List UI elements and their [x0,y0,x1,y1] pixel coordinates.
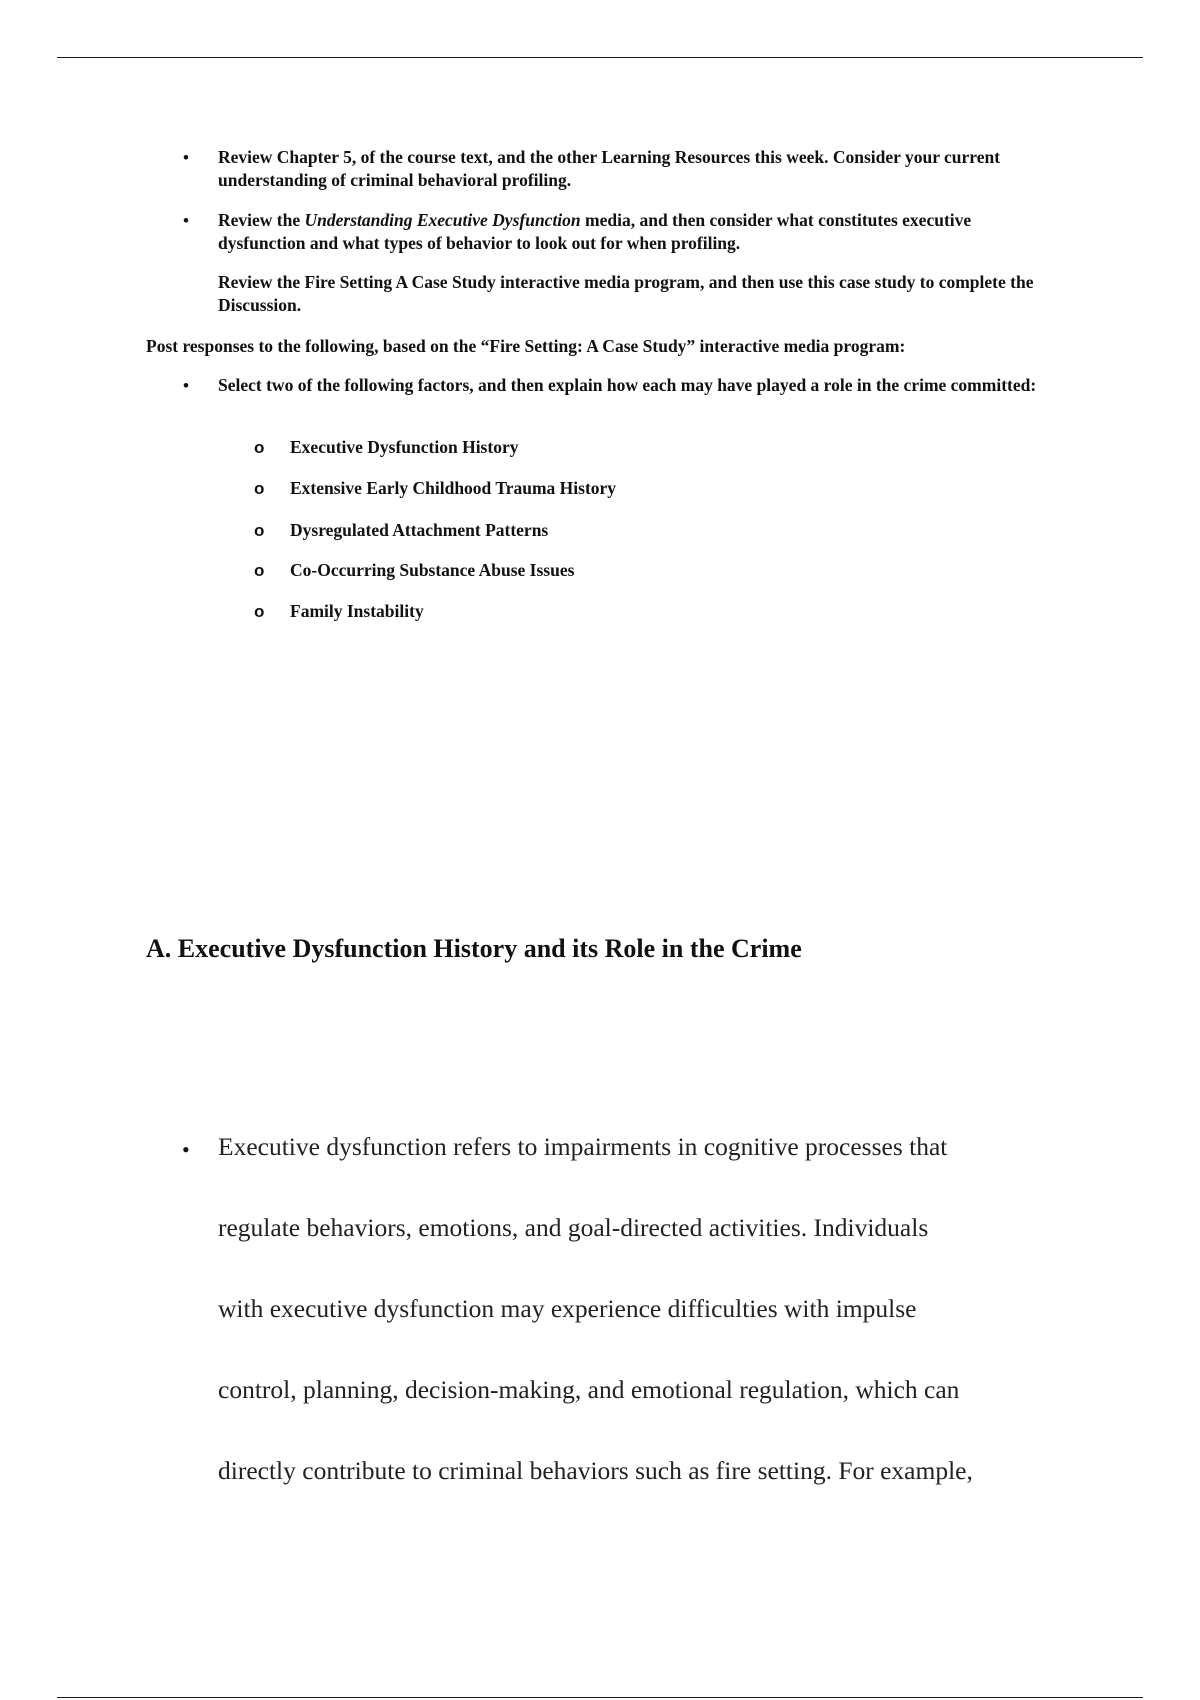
body-line: control, planning, decision-making, and emotional regulation, which can [218,1375,960,1404]
instruction-select-factors: Select two of the following factors, and then explain how each may have played a role in the crime committed: [218,375,1037,395]
bullet-icon: • [183,211,189,230]
text-segment: Review the [218,210,305,230]
body-line: regulate behaviors, emotions, and goal-directed activities. Individuals [218,1213,929,1242]
instruction-bullet-review-chapter: Review Chapter 5, of the course text, and the other Learning Resources this week. Consider your current understanding of criminal behavioral profiling. [218,147,1001,190]
body-line: with executive dysfunction may experience difficulties with impulse [218,1294,917,1323]
bullet-icon: • [183,376,189,395]
body-line: Executive dysfunction refers to impairments in cognitive processes that [218,1132,948,1161]
sub-bullet-icon: o [254,479,265,498]
footer-rule [57,1697,1143,1698]
bullet-icon: • [182,1137,190,1162]
sub-bullet-icon: o [254,561,265,580]
factor-item: Co-Occurring Substance Abuse Issues [290,560,575,580]
bullet-icon: • [183,148,189,167]
instruction-review-case-study: Review the Fire Setting A Case Study interactive media program, and then use this case study to complete the Discussion. [218,272,1034,315]
body-line: directly contribute to criminal behaviors such as fire setting. For example, [218,1456,973,1485]
post-responses-heading: Post responses to the following, based on the “Fire Setting: A Case Study” interactive media program: [146,336,906,356]
header-rule [57,57,1143,58]
sub-bullet-icon: o [254,602,265,621]
text-segment: media, and then consider what constitutes executive dysfunction and what types of behavior to look out for when profiling. [218,210,972,253]
section-a-heading: A. Executive Dysfunction History and its Role in the Crime [146,934,802,963]
factor-item: Family Instability [290,601,424,621]
instruction-bullet-review-media [218,209,1038,255]
sub-bullet-icon: o [254,438,265,457]
factor-item: Dysregulated Attachment Patterns [290,520,549,540]
media-title: Understanding Executive Dysfunction [304,210,581,230]
factor-item: Executive Dysfunction History [290,437,519,457]
factor-item: Extensive Early Childhood Trauma History [290,478,617,498]
sub-bullet-icon: o [254,521,265,540]
